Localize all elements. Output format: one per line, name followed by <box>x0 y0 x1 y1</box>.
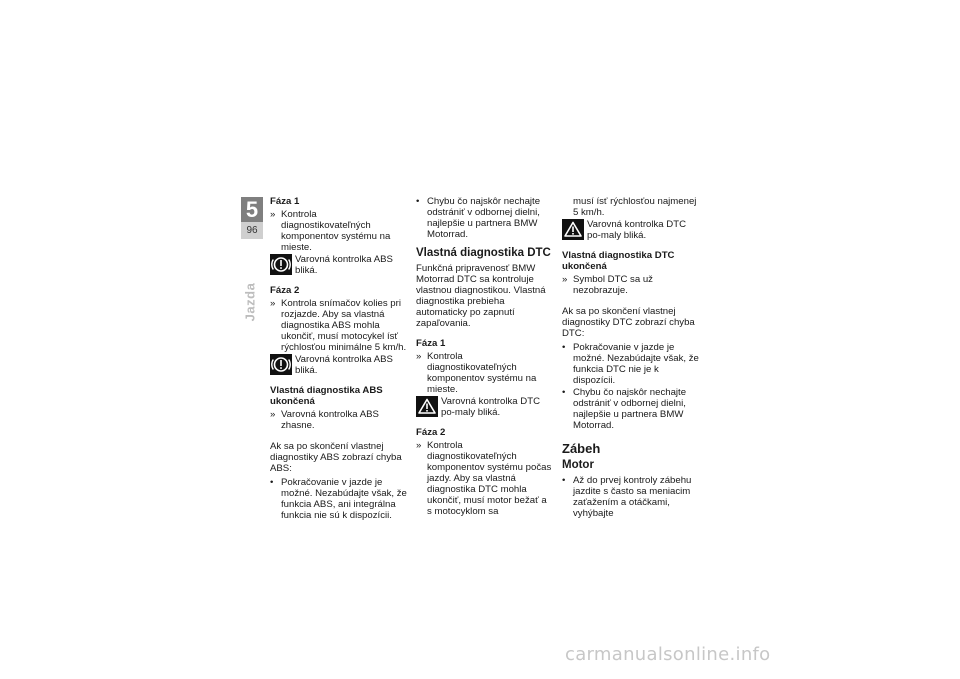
heading-zabeh: Zábeh <box>562 441 601 456</box>
list-item: • Chybu čo najskôr nechajte odstrániť v odbornej dielni, najlepšie u partnera BMW Motorrad. <box>562 387 687 431</box>
heading-dtc-diagnostics: Vlastná diagnostika DTC <box>416 247 551 259</box>
bullet-marker: • <box>562 342 566 353</box>
list-item-continued: musí ísť rýchlosťou najmenej 5 km/h. <box>573 196 697 218</box>
list-item: » Kontrola diagnostikovateľných komponentov systému počas jazdy. Aby sa vlastná diagnostika DTC mohla ukončiť, musí motor bežať a s motocyklom sa <box>416 440 552 517</box>
heading-dtc-faza1: Fáza 1 <box>416 338 446 349</box>
dtc-error-paragraph: Ak sa po skončení vlastnej diagnostiky DTC zobrazí chyba DTC: <box>562 306 695 339</box>
bullet-marker: • <box>416 196 420 207</box>
column-3 <box>562 196 700 520</box>
section-label: Jazda <box>242 282 258 322</box>
arrow-marker: » <box>270 298 276 309</box>
list-item: • Pokračovanie v jazde je možné. Nezabúdajte však, že funkcia ABS, ani integrálna funkcia nie sú k dispozícii. <box>270 477 407 521</box>
list-item: » Varovná kontrolka ABS zhasne. <box>270 409 379 431</box>
chapter-number: 5 <box>245 197 259 222</box>
column-2 <box>416 196 554 518</box>
list-item: • Až do prvej kontroly zábehu jazdite s často sa meniacim zaťažením a otáčkami, vyhýbajte <box>562 475 692 519</box>
dtc-warning-icon <box>562 219 584 240</box>
bullet-marker: • <box>562 475 566 486</box>
dtc-warning-note: Varovná kontrolka DTC po-maly bliká. <box>416 396 554 418</box>
heading-dtc-done: Vlastná diagnostika DTC ukončená <box>562 250 675 272</box>
list-item: » Kontrola diagnostikovateľných komponentov systému na mieste. <box>416 351 537 395</box>
page-number: 96 <box>241 222 263 239</box>
arrow-marker: » <box>270 209 276 220</box>
abs-warning-icon <box>270 254 292 275</box>
heading-abs-done: Vlastná diagnostika ABS ukončená <box>270 385 383 407</box>
list-item: » Kontrola diagnostikovateľných komponentov systému na mieste. <box>270 209 391 253</box>
column-1 <box>270 196 408 522</box>
list-item: » Kontrola snímačov kolies pri rozjazde. Aby sa vlastná diagnostika ABS mohla ukončiť, musí motocykel ísť rýchlosťou minimálne 5 km/h. <box>270 298 407 353</box>
heading-abs-faza1: Fáza 1 <box>270 196 300 207</box>
arrow-marker: » <box>416 351 422 362</box>
heading-abs-faza2: Fáza 2 <box>270 285 300 296</box>
bullet-marker: • <box>270 477 274 488</box>
abs-warning-note: Varovná kontrolka ABS bliká. <box>270 354 408 376</box>
chapter-tab <box>241 197 263 239</box>
heading-dtc-faza2: Fáza 2 <box>416 427 446 438</box>
abs-warning-icon <box>270 354 292 375</box>
dtc-paragraph: Funkčná pripravenosť BMW Motorrad DTC sa kontroluje vlastnou diagnostikou. Vlastná diagnostika prebieha automaticky po zapnutí zapaľovania. <box>416 263 546 329</box>
bullet-marker: • <box>562 387 566 398</box>
arrow-marker: » <box>562 274 568 285</box>
heading-motor: Motor <box>562 459 594 471</box>
list-item: • Chybu čo najskôr nechajte odstrániť v odbornej dielni, najlepšie u partnera BMW Motorrad. <box>416 196 541 240</box>
list-item: » Symbol DTC sa už nezobrazuje. <box>562 274 653 296</box>
watermark: carmanualsonline.info <box>565 644 771 665</box>
arrow-marker: » <box>416 440 422 451</box>
dtc-warning-note: Varovná kontrolka DTC po-maly bliká. <box>562 219 700 241</box>
abs-warning-note: Varovná kontrolka ABS bliká. <box>270 254 408 276</box>
list-item: • Pokračovanie v jazde je možné. Nezabúdajte však, že funkcia DTC nie je k dispozícii. <box>562 342 699 386</box>
dtc-warning-icon <box>416 396 438 417</box>
arrow-marker: » <box>270 409 276 420</box>
abs-error-paragraph: Ak sa po skončení vlastnej diagnostiky ABS zobrazí chyba ABS: <box>270 441 402 474</box>
